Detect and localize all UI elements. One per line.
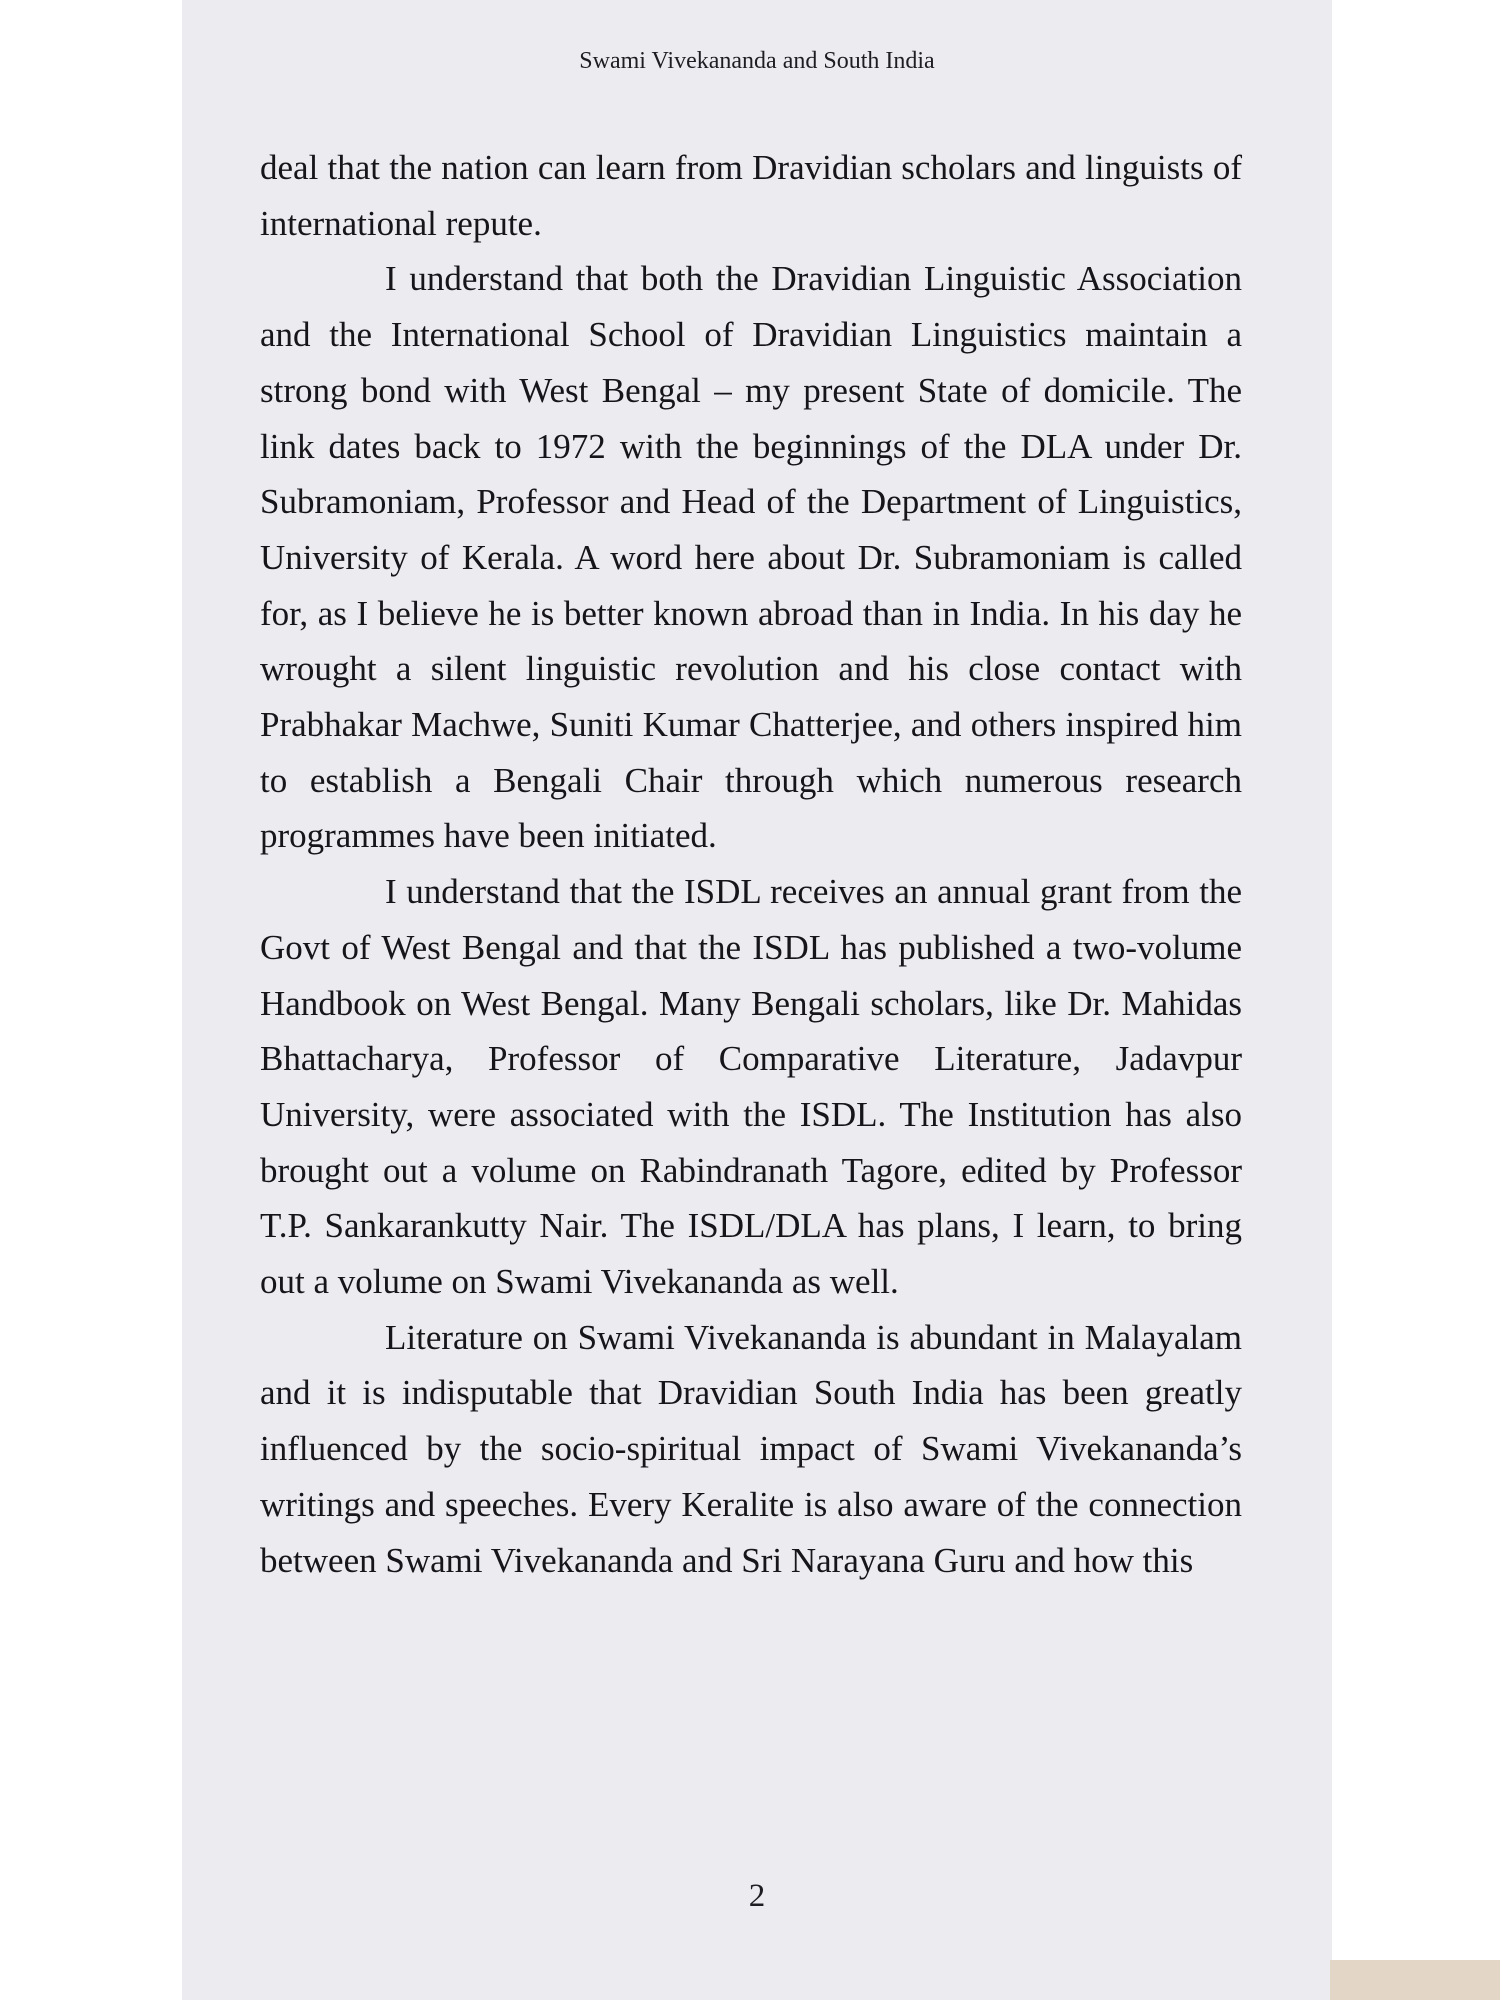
running-header: Swami Vivekananda and South India xyxy=(579,48,935,74)
paragraph-dla-history: I understand that both the Dravidian Linguistic Association and the International School of Dravidian Linguistics maintain a strong bond with West Bengal – my present State of domicile. The link dates back to 1972 with the beginnings of the DLA under Dr. Subramoniam, Professor and Head of the Department of Linguistics, University of Kerala. A word here about Dr. Subramoniam is called for, as I believe he is better known abroad than in India. In his day he wrought a silent linguistic revolution and his close contact with Prabhakar Machwe, Suniti Kumar Chatterjee, and others inspired him to establish a Bengali Chair through which numerous research programmes have been initiated. xyxy=(260,259,1242,856)
book-page xyxy=(182,0,1332,2000)
page-body xyxy=(260,140,1242,1588)
paragraph-continuation: deal that the nation can learn from Dravidian scholars and linguists of international repute. xyxy=(260,148,1242,243)
corner-edge xyxy=(1330,1960,1500,2000)
page-number: 2 xyxy=(748,1878,766,1914)
paragraph-isdl-grant: I understand that the ISDL receives an annual grant from the Govt of West Bengal and that the ISDL has published a two-volume Handbook on West Bengal. Many Bengali scholars, like Dr. Mahidas Bhattacharya, Professor of Comparative Literature, Jadavpur University, were associated with the ISDL. The Institution has also brought out a volume on Rabindranath Tagore, edited by Professor T.P. Sankarankutty Nair. The ISDL/DLA has plans, I learn, to bring out a volume on Swami Vivekananda as well. xyxy=(260,872,1242,1302)
paragraph-literature-malayalam: Literature on Swami Vivekananda is abundant in Malayalam and it is indisputable that Dravidian South India has been greatly influenced by the socio-spiritual impact of Swami Vivekananda’s writings and speeches. Every Keralite is also aware of the connection between Swami Vivekananda and Sri Narayana Guru and how this xyxy=(260,1317,1242,1580)
